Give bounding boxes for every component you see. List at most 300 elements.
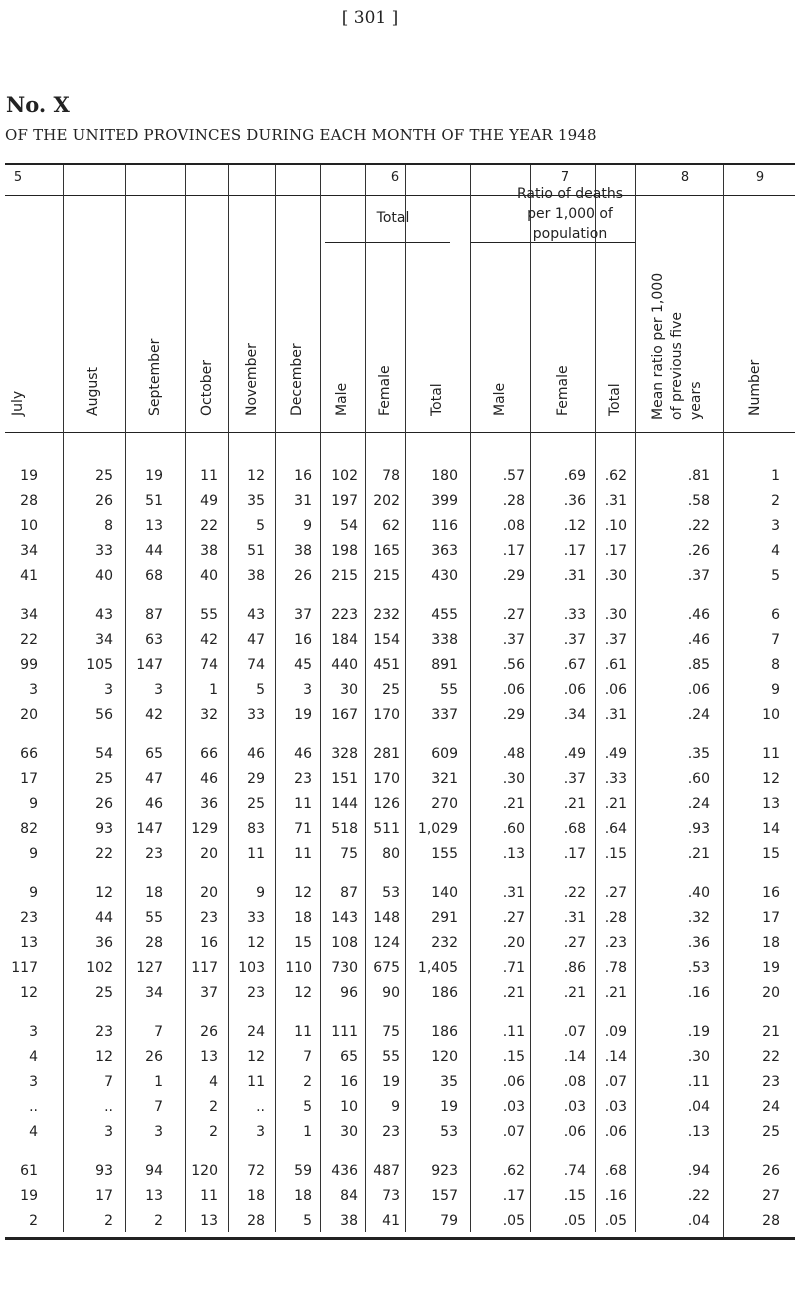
table-cell: 54: [340, 518, 358, 534]
rule-line: [405, 165, 406, 1232]
table-cell: 338: [431, 632, 458, 648]
table-cell: 127: [136, 960, 163, 976]
column-header: [744, 256, 766, 416]
table-cell: 8: [771, 657, 780, 673]
table-cell: 74: [247, 657, 265, 673]
table-cell: 72: [247, 1163, 265, 1179]
table-cell: 54: [95, 746, 113, 762]
mean-line-1: Mean ratio per 1,000: [650, 272, 666, 420]
table-cell: ..: [29, 1099, 38, 1115]
table-cell: 13: [145, 518, 163, 534]
table-cell: 16: [294, 632, 312, 648]
table-cell: 13: [200, 1213, 218, 1229]
table-cell: 36: [200, 796, 218, 812]
table-cell: 11: [200, 468, 218, 484]
table-cell: 25: [95, 468, 113, 484]
table-cell: 20: [200, 885, 218, 901]
table-cell: 7: [154, 1099, 163, 1115]
table-cell: 186: [431, 1024, 458, 1040]
table-cell: 35: [440, 1074, 458, 1090]
table-cell: 291: [431, 910, 458, 926]
table-cell: 94: [145, 1163, 163, 1179]
table-cell: 7: [303, 1049, 312, 1065]
column-header: [604, 256, 626, 416]
table-cell: 79: [440, 1213, 458, 1229]
table-cell: 436: [331, 1163, 358, 1179]
table-cell: 51: [247, 543, 265, 559]
table-cell: 215: [331, 568, 358, 584]
table-cell: 18: [145, 885, 163, 901]
table-cell: 7: [771, 632, 780, 648]
table-cell: 9: [771, 682, 780, 698]
table-cell: .53: [687, 960, 710, 976]
table-cell: 23: [95, 1024, 113, 1040]
table-cell: 68: [145, 568, 163, 584]
table-cell: 29: [247, 771, 265, 787]
table-heading: OF THE UNITED PROVINCES DURING EACH MONTH OF THE YEAR 1948: [5, 126, 597, 144]
table-cell: 108: [331, 935, 358, 951]
column-header-label: Female: [377, 365, 393, 416]
table-cell: .04: [687, 1099, 710, 1115]
table-cell: 12: [247, 1049, 265, 1065]
table-cell: 45: [294, 657, 312, 673]
table-cell: 23: [247, 985, 265, 1001]
table-cell: .34: [563, 707, 586, 723]
table-cell: .06: [563, 682, 586, 698]
table-cell: 63: [145, 632, 163, 648]
table-cell: 17: [20, 771, 38, 787]
table-cell: 31: [294, 493, 312, 509]
table-cell: 3: [29, 1074, 38, 1090]
table-cell: .05: [502, 1213, 525, 1229]
ratio-line-1: Ratio of deaths: [516, 186, 624, 202]
column-header-label: December: [289, 343, 305, 416]
table-cell: .49: [604, 746, 627, 762]
table-cell: .94: [687, 1163, 710, 1179]
table-cell: 93: [95, 821, 113, 837]
table-cell: .93: [687, 821, 710, 837]
column-header-label: July: [10, 390, 26, 416]
table-cell: .07: [604, 1074, 627, 1090]
table-cell: .37: [563, 771, 586, 787]
column-header: [331, 256, 353, 416]
table-cell: 891: [431, 657, 458, 673]
table-cell: 93: [95, 1163, 113, 1179]
table-cell: .62: [604, 468, 627, 484]
table-cell: 16: [340, 1074, 358, 1090]
table-cell: 180: [431, 468, 458, 484]
rule-line: [5, 432, 795, 433]
table-cell: .36: [687, 935, 710, 951]
table-cell: 43: [247, 607, 265, 623]
table-cell: 12: [20, 985, 38, 1001]
table-cell: 20: [20, 707, 38, 723]
table-cell: 51: [145, 493, 163, 509]
table-cell: 28: [20, 493, 38, 509]
table-cell: 33: [247, 707, 265, 723]
table-cell: .21: [687, 846, 710, 862]
table-cell: 13: [145, 1188, 163, 1204]
table-cell: 46: [294, 746, 312, 762]
table-cell: .23: [604, 935, 627, 951]
table-cell: 2: [209, 1124, 218, 1140]
table-cell: .46: [687, 632, 710, 648]
table-cell: 455: [431, 607, 458, 623]
rule-line: [325, 242, 450, 243]
table-cell: 23: [762, 1074, 780, 1090]
table-cell: .17: [604, 543, 627, 559]
table-cell: 120: [191, 1163, 218, 1179]
table-cell: .15: [563, 1188, 586, 1204]
table-cell: .22: [563, 885, 586, 901]
table-cell: 12: [95, 1049, 113, 1065]
column-header: [144, 256, 166, 416]
table-cell: 55: [145, 910, 163, 926]
rule-line: [320, 165, 321, 1232]
column-header-label: November: [244, 343, 260, 416]
rule-line: [63, 165, 64, 1232]
table-cell: .06: [687, 682, 710, 698]
table-cell: 24: [247, 1024, 265, 1040]
column-header: [552, 256, 574, 416]
table-cell: 66: [200, 746, 218, 762]
table-cell: 47: [145, 771, 163, 787]
table-cell: 34: [20, 607, 38, 623]
table-cell: 16: [200, 935, 218, 951]
table-cell: .19: [687, 1024, 710, 1040]
table-cell: 19: [382, 1074, 400, 1090]
table-cell: 12: [95, 885, 113, 901]
table-cell: 13: [762, 796, 780, 812]
table-cell: 2: [29, 1213, 38, 1229]
table-cell: .35: [687, 746, 710, 762]
table-cell: 24: [762, 1099, 780, 1115]
table-cell: 103: [238, 960, 265, 976]
table-cell: .27: [563, 935, 586, 951]
table-cell: .17: [563, 543, 586, 559]
table-cell: .68: [563, 821, 586, 837]
table-cell: 15: [762, 846, 780, 862]
table-cell: 151: [331, 771, 358, 787]
table-cell: .29: [502, 707, 525, 723]
table-cell: .06: [604, 1124, 627, 1140]
table-cell: 11: [247, 1074, 265, 1090]
table-cell: .21: [604, 985, 627, 1001]
table-cell: 3: [29, 1024, 38, 1040]
table-cell: 5: [256, 518, 265, 534]
colnum-9: 9: [755, 170, 765, 185]
table-cell: 337: [431, 707, 458, 723]
table-cell: .49: [563, 746, 586, 762]
table-cell: 3: [104, 682, 113, 698]
table-cell: 117: [11, 960, 38, 976]
table-cell: 34: [145, 985, 163, 1001]
table-cell: .78: [604, 960, 627, 976]
table-cell: .11: [687, 1074, 710, 1090]
table-cell: 37: [200, 985, 218, 1001]
table-cell: .31: [563, 568, 586, 584]
table-cell: 167: [331, 707, 358, 723]
table-cell: 1,405: [417, 960, 458, 976]
table-cell: 23: [382, 1124, 400, 1140]
table-cell: 1: [303, 1124, 312, 1140]
table-cell: 281: [373, 746, 400, 762]
table-cell: 198: [331, 543, 358, 559]
table-cell: 35: [247, 493, 265, 509]
table-cell: 2: [104, 1213, 113, 1229]
table-cell: .30: [604, 607, 627, 623]
table-cell: .13: [502, 846, 525, 862]
table-cell: 23: [294, 771, 312, 787]
table-cell: 87: [145, 607, 163, 623]
table-cell: 3: [154, 1124, 163, 1140]
table-cell: .09: [604, 1024, 627, 1040]
table-cell: .29: [502, 568, 525, 584]
table-cell: 18: [247, 1188, 265, 1204]
table-cell: 19: [20, 1188, 38, 1204]
table-cell: .14: [563, 1049, 586, 1065]
mean-line-3: years: [688, 381, 704, 420]
table-cell: 328: [331, 746, 358, 762]
table-cell: 46: [200, 771, 218, 787]
table-cell: 23: [145, 846, 163, 862]
table-cell: 26: [200, 1024, 218, 1040]
table-cell: .21: [563, 796, 586, 812]
document-number: No. X: [6, 92, 70, 117]
table-cell: .06: [502, 1074, 525, 1090]
column-header-label: August: [85, 367, 101, 416]
table-cell: 38: [340, 1213, 358, 1229]
table-cell: .31: [563, 910, 586, 926]
table-cell: .07: [502, 1124, 525, 1140]
table-cell: 3: [29, 682, 38, 698]
table-cell: 83: [247, 821, 265, 837]
table-cell: 11: [294, 796, 312, 812]
table-cell: 675: [373, 960, 400, 976]
table-cell: 1: [209, 682, 218, 698]
table-cell: 12: [294, 885, 312, 901]
table-cell: 23: [200, 910, 218, 926]
table-cell: 184: [331, 632, 358, 648]
table-cell: 11: [294, 1024, 312, 1040]
colnum-8: 8: [680, 170, 690, 185]
table-cell: 41: [382, 1213, 400, 1229]
table-cell: 2: [154, 1213, 163, 1229]
rule-line: [275, 165, 276, 1232]
table-cell: 38: [294, 543, 312, 559]
table-cell: .36: [563, 493, 586, 509]
table-cell: 25: [762, 1124, 780, 1140]
table-cell: 9: [29, 885, 38, 901]
table-cell: 144: [331, 796, 358, 812]
table-cell: .30: [502, 771, 525, 787]
table-cell: 62: [382, 518, 400, 534]
table-cell: 65: [340, 1049, 358, 1065]
table-cell: 923: [431, 1163, 458, 1179]
table-cell: .27: [604, 885, 627, 901]
table-cell: 6: [771, 607, 780, 623]
rule-line: [5, 1237, 795, 1240]
table-cell: .17: [502, 543, 525, 559]
table-cell: 78: [382, 468, 400, 484]
table-cell: .48: [502, 746, 525, 762]
table-cell: .81: [687, 468, 710, 484]
column-header-label: October: [199, 359, 215, 416]
table-cell: 12: [247, 935, 265, 951]
table-cell: 59: [294, 1163, 312, 1179]
table-cell: .04: [687, 1213, 710, 1229]
rule-line: [635, 165, 636, 1232]
table-cell: 22: [762, 1049, 780, 1065]
table-cell: 3: [303, 682, 312, 698]
table-cell: 9: [256, 885, 265, 901]
table-cell: 154: [373, 632, 400, 648]
table-cell: .64: [604, 821, 627, 837]
table-cell: 99: [20, 657, 38, 673]
table-cell: 170: [373, 707, 400, 723]
table-cell: .33: [563, 607, 586, 623]
table-cell: 14: [762, 821, 780, 837]
table-cell: .27: [502, 607, 525, 623]
rule-line: [530, 165, 531, 1232]
group-ratio-label: [470, 184, 670, 244]
table-cell: 223: [331, 607, 358, 623]
table-cell: .03: [604, 1099, 627, 1115]
rule-line: [5, 163, 795, 165]
table-cell: 61: [20, 1163, 38, 1179]
table-cell: .21: [563, 985, 586, 1001]
table-cell: 1: [154, 1074, 163, 1090]
table-cell: 55: [382, 1049, 400, 1065]
table-cell: .17: [563, 846, 586, 862]
column-header: [82, 256, 104, 416]
table-cell: 30: [340, 1124, 358, 1140]
mean-ratio-header: [648, 272, 708, 420]
table-cell: .16: [687, 985, 710, 1001]
table-cell: 26: [762, 1163, 780, 1179]
rule-line: [5, 195, 795, 196]
table-cell: .24: [687, 707, 710, 723]
table-cell: 3: [154, 682, 163, 698]
table-cell: .30: [687, 1049, 710, 1065]
column-header: [489, 256, 511, 416]
table-cell: 143: [331, 910, 358, 926]
table-cell: 26: [95, 493, 113, 509]
table-cell: .71: [502, 960, 525, 976]
column-header: [426, 256, 448, 416]
table-cell: .03: [563, 1099, 586, 1115]
table-cell: 18: [762, 935, 780, 951]
table-cell: 16: [294, 468, 312, 484]
table-cell: 71: [294, 821, 312, 837]
table-cell: 33: [95, 543, 113, 559]
table-cell: 19: [294, 707, 312, 723]
table-cell: 37: [294, 607, 312, 623]
table-cell: .17: [502, 1188, 525, 1204]
table-cell: 3: [256, 1124, 265, 1140]
column-header-label: Total: [607, 383, 623, 416]
table-cell: 53: [440, 1124, 458, 1140]
table-cell: 17: [95, 1188, 113, 1204]
table-cell: 74: [200, 657, 218, 673]
table-cell: 609: [431, 746, 458, 762]
rule-line: [185, 165, 186, 1232]
ratio-line-2: per 1,000 of: [527, 206, 613, 222]
mean-line-2: of previous five: [669, 312, 685, 420]
table-cell: 66: [20, 746, 38, 762]
table-cell: 75: [382, 1024, 400, 1040]
table-cell: 44: [145, 543, 163, 559]
table-cell: 165: [373, 543, 400, 559]
table-cell: 215: [373, 568, 400, 584]
table-cell: 38: [200, 543, 218, 559]
table-cell: .74: [563, 1163, 586, 1179]
column-header-label: Male: [334, 382, 350, 416]
table-cell: .05: [604, 1213, 627, 1229]
table-cell: 5: [303, 1213, 312, 1229]
table-cell: 5: [256, 682, 265, 698]
table-cell: 9: [29, 796, 38, 812]
table-cell: 46: [145, 796, 163, 812]
table-cell: 19: [440, 1099, 458, 1115]
table-cell: .32: [687, 910, 710, 926]
table-cell: 90: [382, 985, 400, 1001]
table-cell: 511: [373, 821, 400, 837]
table-cell: .60: [502, 821, 525, 837]
table-cell: .85: [687, 657, 710, 673]
table-cell: 41: [20, 568, 38, 584]
group-total-label: Total: [376, 210, 410, 226]
table-cell: 22: [20, 632, 38, 648]
table-cell: 55: [200, 607, 218, 623]
table-cell: 11: [247, 846, 265, 862]
table-cell: 11: [762, 746, 780, 762]
table-cell: 53: [382, 885, 400, 901]
table-cell: 27: [762, 1188, 780, 1204]
table-cell: 30: [340, 682, 358, 698]
table-cell: 28: [145, 935, 163, 951]
table-cell: 129: [191, 821, 218, 837]
table-cell: 4: [29, 1049, 38, 1065]
table-cell: .68: [604, 1163, 627, 1179]
column-header-label: September: [147, 338, 163, 416]
table-cell: 25: [95, 771, 113, 787]
table-cell: 1: [771, 468, 780, 484]
table-cell: .22: [687, 1188, 710, 1204]
table-cell: .26: [687, 543, 710, 559]
table-cell: 18: [294, 1188, 312, 1204]
table-cell: 126: [373, 796, 400, 812]
table-cell: 270: [431, 796, 458, 812]
column-header: [286, 256, 308, 416]
table-cell: 15: [294, 935, 312, 951]
table-cell: .57: [502, 468, 525, 484]
table-cell: 32: [200, 707, 218, 723]
table-cell: 34: [20, 543, 38, 559]
table-cell: 19: [145, 468, 163, 484]
page-number: [ 301 ]: [341, 8, 399, 28]
table-cell: 111: [331, 1024, 358, 1040]
table-cell: .28: [502, 493, 525, 509]
table-cell: 36: [95, 935, 113, 951]
table-cell: .31: [502, 885, 525, 901]
table-cell: 33: [247, 910, 265, 926]
table-cell: .62: [502, 1163, 525, 1179]
rule-line: [125, 165, 126, 1232]
table-cell: .37: [563, 632, 586, 648]
table-cell: 25: [382, 682, 400, 698]
table-cell: .07: [563, 1024, 586, 1040]
